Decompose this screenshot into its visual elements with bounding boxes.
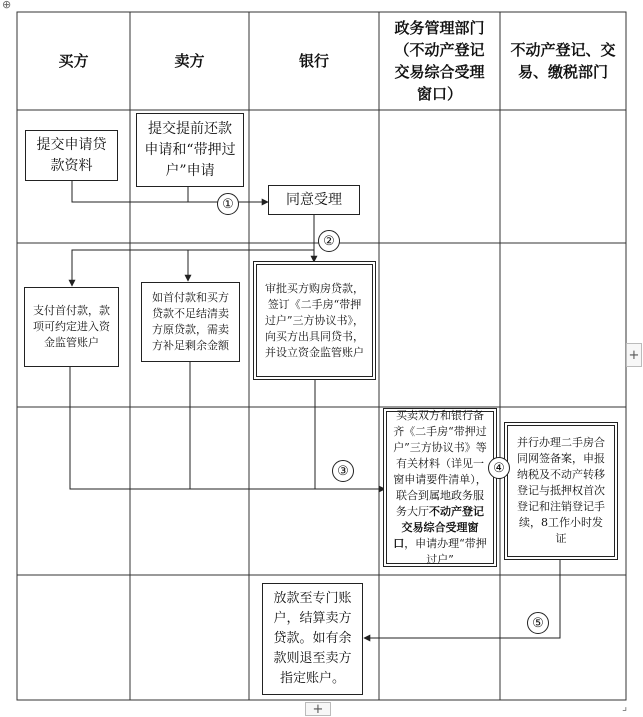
- dept-handle-box: [507, 425, 615, 557]
- step-5-label: ⑤: [532, 615, 544, 631]
- step-marker-3: [332, 460, 354, 482]
- bank-review-box: [256, 264, 373, 377]
- step-marker-2: [318, 230, 340, 252]
- gov-submit-text-a: 买卖双方和银行备齐《二手房“带押过户”三方协议书》等有关材料（详见一窗申请要件清单），联合到属地政务服务大厅: [393, 408, 487, 518]
- header-buyer-label: 买方: [58, 52, 89, 70]
- dept-handle-text: 并行办理二手房合同网签备案，申报纳税及不动产转移登记与抵押权首次登记和注销登记手续，8工作小时发证: [517, 436, 605, 545]
- step-3-label: ③: [337, 463, 349, 479]
- step-2-label: ②: [323, 233, 335, 249]
- step-marker-4: [488, 457, 510, 479]
- buyer-pay-text: 支付首付款，款项可约定进入资金监管账户: [33, 304, 110, 349]
- seller-pay-text: 如首付款和买方贷款不足结清卖方原贷款，需卖方补足剩余金额: [152, 291, 229, 352]
- header-seller: [130, 12, 249, 110]
- gov-submit-text-bold: 不动产登记交易综合受理窗口: [393, 504, 484, 550]
- step-marker-1: [217, 193, 239, 215]
- add-column-button[interactable]: [626, 343, 642, 367]
- table-move-handle-icon[interactable]: [2, 0, 11, 11]
- buyer-apply-box: [25, 130, 118, 181]
- bank-release-box: [262, 583, 363, 695]
- bank-review-text: 审批买方购房贷款，签订《二手房“带押过户”三方协议书》，向买方出具同贷书，并设立资金监管账户: [264, 281, 365, 359]
- step-1-label: ①: [222, 196, 234, 212]
- header-government-label: 政务管理部门 （不动产登记 交易综合受理 窗口）: [394, 19, 485, 103]
- header-government: [379, 12, 500, 110]
- plus-glyph-bottom: +: [312, 701, 324, 717]
- header-seller-label: 卖方: [174, 52, 205, 70]
- bank-accept-box: [268, 185, 360, 215]
- plus-glyph-right: +: [628, 347, 640, 363]
- header-bank: [249, 12, 379, 110]
- seller-apply-text: 提交提前还款申请和“带押过户”申请: [144, 120, 236, 179]
- gov-submit-text-b: ，申请办理“带押过户”: [404, 536, 487, 566]
- gov-submit-box: [386, 408, 494, 566]
- buyer-apply-text: 提交申请贷款资料: [36, 136, 107, 174]
- bank-accept-text: 同意受理: [286, 191, 342, 208]
- gov-submit-text: [393, 408, 487, 568]
- header-registration-dept-label: 不动产登记、交 易、缴税部门: [510, 41, 616, 81]
- buyer-pay-box: [24, 287, 119, 367]
- step-marker-5: [527, 612, 549, 634]
- header-registration-dept: [500, 12, 626, 110]
- header-buyer: [17, 12, 130, 110]
- header-bank-label: 银行: [298, 52, 329, 70]
- seller-apply-box: [136, 113, 244, 187]
- seller-pay-box: [141, 282, 240, 362]
- table-resize-handle-icon[interactable]: ⌟: [622, 700, 628, 713]
- bank-release-text: 放款至专门账户，结算卖方贷款。如有余款则退至卖方指定账户。: [273, 591, 352, 686]
- step-4-label: ④: [493, 460, 505, 476]
- move-glyph: ⊕: [2, 0, 12, 11]
